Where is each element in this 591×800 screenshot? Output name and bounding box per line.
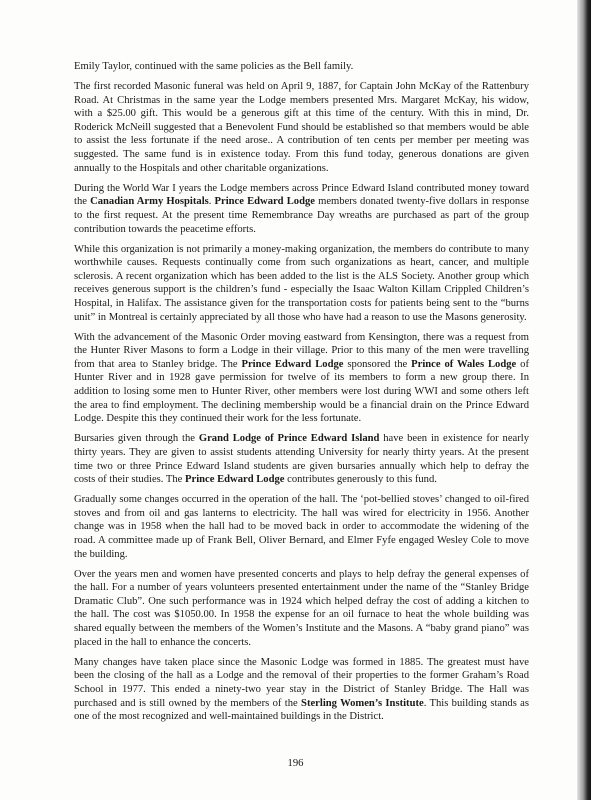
text-run: of Hunter River and in 1928 gave permission for twelve of its members to form a new group there. In addition to losing some men to Hunter River, other members were lost during WWI and some others left the area to find employment. The declining membership would be a financial drain on the Prince Edward Lodge. Despite this they continued their work for the less fortunate. — [74, 358, 529, 425]
text-run: Emily Taylor, continued with the same policies as the Bell family. — [74, 61, 354, 72]
paragraph — [74, 568, 529, 650]
bold-text: Prince Edward Lodge — [185, 474, 285, 486]
page-body — [74, 60, 529, 730]
text-run: Many changes have taken place since the Masonic Lodge was formed in 1885. The greatest must have been the closing of the hall as a Lodge and the removal of their properties to the former Graham’s Road School in 1977. This ended a ninety-two year stay in the District of Stanley Bridge. The Hall was purchased and is still owned by the members of the — [74, 656, 529, 709]
paragraph — [74, 493, 529, 561]
text-run: With the advancement of the Masonic Order moving eastward from Kensington, there was a request from the Hunter River Masons to form a Lodge in their village. Prior to this many of the men were travelling from that area to Stanley bridge. The — [74, 331, 529, 370]
bold-text: Canadian Army Hospitals — [90, 196, 209, 208]
bold-text: Prince Edward Lodge — [214, 196, 315, 208]
text-run: Gradually some changes occurred in the operation of the hall. The ‘pot-bellied stoves’ changed to oil-fired stoves and from oil and gas lanterns to electricity. The hall was wired for electricity in 1956. Another change was in 1958 when the hall had to be moved back in order to accommodate the widening of the road. A committee made up of Frank Bell, Oliver Bernard, and Elmer Fyfe engaged Wesley Cole to move the building. — [74, 494, 529, 560]
text-run: . — [208, 196, 215, 208]
paragraph — [74, 80, 529, 175]
paragraph — [74, 331, 529, 426]
text-run: . This building stands as one of the most recognized and well-maintained buildings in the District. — [74, 697, 529, 723]
text-run: contributes generously to this fund. — [284, 474, 437, 486]
binding-edge-shadow — [577, 0, 591, 800]
text-run: Over the years men and women have presented concerts and plays to help defray the general expenses of the hall. For a number of years volunteers presented entertainment under the name of the “Stanley Bridge Dramatic Club”. One such performance was in 1924 which helped defray the cost of adding a kitchen to the hall. The cost was $1050.00. In 1958 the expense for an oil furnace to heat the whole building was shared equally between the members of the Women’s Institute and the Masons. A “baby grand piano” was placed in the hall to enhance the concerts. — [74, 568, 529, 648]
paragraph — [74, 432, 529, 486]
text-run: sponsored the — [343, 358, 412, 370]
text-run: While this organization is not primarily a money-making organization, the members do contribute to many worthwhile causes. Requests continually come from such organizations as heart, cancer, and multiple sclerosis. A recent organization which has been added to the list is the ALS Society. Another group which receives generous support is the children’s fund - especially the Isaac Walton Killam Crippled Children’s Hospital, in Halifax. The assistance given for the transportation costs for patients being sent to the “burns unit” in Montreal is certainly appreciated by all those who have had a reason to use the Masons generosity. — [74, 243, 529, 323]
text-run: Bursaries given through the — [74, 433, 199, 445]
paragraph — [74, 243, 529, 325]
bold-text: Sterling Women’s Institute — [301, 697, 424, 709]
paragraph — [74, 656, 529, 724]
text-run: members donated twenty-five dollars in response to the first request. At the present time Remembrance Day wreaths are purchased as part of the group contribution towards the peacetime efforts. — [74, 196, 530, 235]
text-run: During the World War I years the Lodge members across Prince Edward Island contributed money toward the — [74, 182, 529, 208]
text-run: have been in existence for nearly thirty years. They are given to assist students attending University for nearly thirty years. At the present time two or three Prince Edward Island students are given bursaries annually which help to defray the costs of their studies. The — [74, 433, 529, 486]
paragraph — [74, 182, 529, 236]
bold-text: Grand Lodge of Prince Edward Island — [198, 433, 380, 445]
page-number: 196 — [287, 758, 304, 769]
bold-text: Prince Edward Lodge — [241, 358, 344, 370]
text-run: The first recorded Masonic funeral was held on April 9, 1887, for Captain John McKay of the Rattenbury Road. At Christmas in the same year the Lodge members presented Mrs. Margaret McKay, his widow, with a $25.00 gift. This would be a generous gift at this time of the century. With this in mind, Dr. Roderick McNeill suggested that a Benevolent Fund should be established so that members would be able to assist the less fortunate if the need arose.. A contribution of ten cents per member per meeting was suggested. The same fund is in existence today. From this fund today, generous donations are given annually to the Hospitals and other charitable organizations. — [74, 81, 529, 174]
paragraph — [74, 60, 529, 74]
bold-text: Prince of Wales Lodge — [411, 358, 517, 370]
